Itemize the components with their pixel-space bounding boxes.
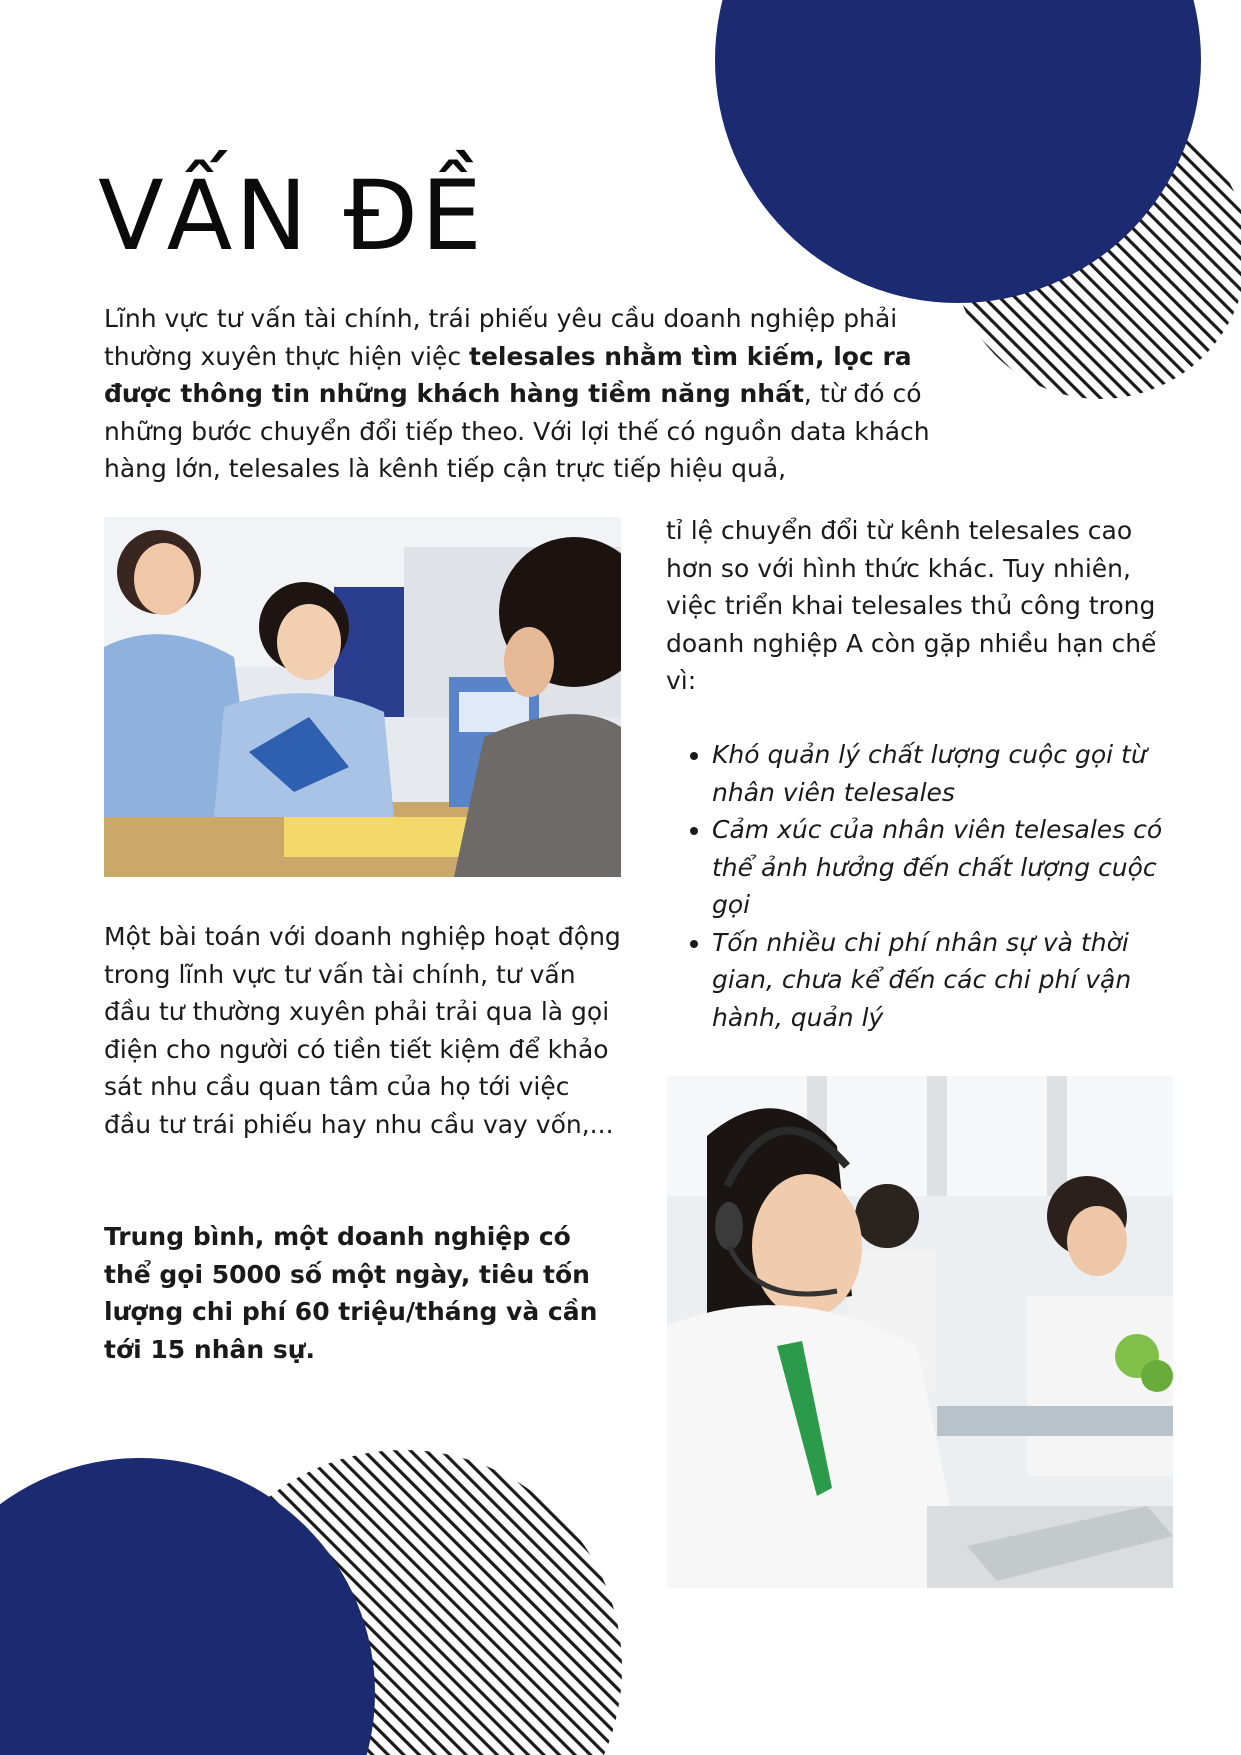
stats-paragraph: Trung bình, một doanh nghiệp có thể gọi 5000 số một ngày, tiêu tốn lượng chi phí 60 triệu/tháng và cần tới 15 nhân sự. [104, 1222, 598, 1364]
consultation-photo [104, 517, 621, 877]
limitations-list [666, 736, 1186, 1036]
call-center-photo-illustration [667, 1076, 1173, 1588]
page-title: VẤN ĐỀ [98, 160, 485, 272]
intro-text-start: Lĩnh vực tư vấn tài chính, trái phiếu yêu cầu doanh nghiệp phải thường xuyên thực hiện việc [104, 304, 898, 371]
intro-paragraph [104, 300, 984, 488]
intro-text-end: , từ đó có những bước chuyển đổi tiếp theo. Với lợi thế có nguồn data khách hàng lớn, telesales là kênh tiếp cận trực tiếp hiệu quả, [104, 379, 930, 483]
limitation-item: • Cảm xúc của nhân viên telesales có thể ảnh hưởng đến chất lượng cuộc gọi [712, 811, 1186, 924]
right-column-paragraph: tỉ lệ chuyển đổi từ kênh telesales cao hơn so với hình thức khác. Tuy nhiên, việc triển khai telesales thủ công trong doanh nghiệp A còn gặp nhiều hạn chế vì: [666, 516, 1157, 695]
call-center-photo [667, 1076, 1173, 1588]
consultation-photo-illustration [104, 517, 621, 877]
problem-paragraph: Một bài toán với doanh nghiệp hoạt động trong lĩnh vực tư vấn tài chính, tư vấn đầu tư thường xuyên phải trải qua là gọi điện cho người có tiền tiết kiệm để khảo sát nhu cầu quan tâm của họ tới việc đầu tư trái phiếu hay nhu cầu vay vốn,... [104, 922, 621, 1139]
limitation-item: • Khó quản lý chất lượng cuộc gọi từ nhân viên telesales [712, 736, 1186, 811]
intro-emphasis: telesales nhằm tìm kiếm, lọc ra được thông tin những khách hàng tiềm năng nhất [104, 341, 912, 408]
limitation-item: • Tốn nhiều chi phí nhân sự và thời gian, chưa kể đến các chi phí vận hành, quản lý [712, 924, 1186, 1037]
